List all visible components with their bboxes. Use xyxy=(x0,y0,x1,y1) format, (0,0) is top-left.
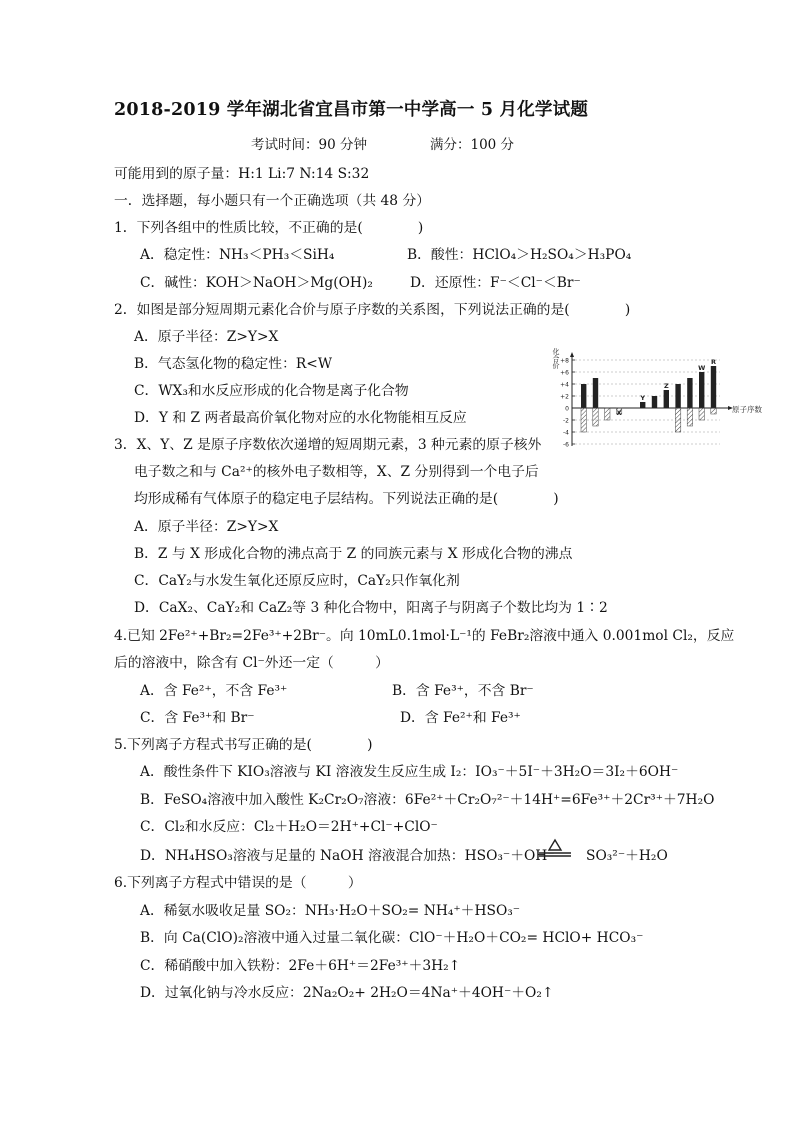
bar-positive xyxy=(711,366,716,408)
q6-option-d: D．过氧化钠与冷水反应：2Na₂O₂+ 2H₂O＝4Na⁺＋4OH⁻＋O₂↑ xyxy=(140,985,554,1001)
bar-negative xyxy=(699,408,704,420)
q3-stem-line2: 电子数之和与 Ca²⁺的核外电子数相等，X、Z 分别得到一个电子后 xyxy=(134,464,539,480)
q4-stem-line2: 后的溶液中，除含有 Cl⁻外还一定（ ） xyxy=(114,655,389,671)
q1-option-a: A．稳定性：NH₃＜PH₃＜SiH₄ xyxy=(140,247,335,263)
bar-negative xyxy=(675,408,680,432)
bar-label: Y xyxy=(640,394,646,402)
q4-option-b: B．含 Fe³⁺，不含 Br⁻ xyxy=(392,683,534,699)
page-title: 2018-2019 学年湖北省宜昌市第一中学高一 5 月化学试题 xyxy=(114,100,589,120)
q5-stem: 5.下列离子方程式书写正确的是( ) xyxy=(114,737,373,753)
q2-option-c: C．WX₃和水反应形成的化合物是离子化合物 xyxy=(134,383,409,399)
y-tick-label: +8 xyxy=(560,357,569,365)
q4-option-d: D．含 Fe²⁺和 Fe³⁺ xyxy=(400,710,521,726)
bar-label: W xyxy=(698,364,706,372)
q5-option-d-left: D．NH₄HSO₃溶液与足量的 NaOH 溶液混合加热：HSO₃⁻＋OH⁻ xyxy=(140,848,555,864)
q3-option-c: C．CaY₂与水发生氧化还原反应时，CaY₂只作氧化剂 xyxy=(134,573,460,589)
q6-option-b: B．向 Ca(ClO)₂溶液中通入过量二氧化碳：ClO⁻＋H₂O＋CO₂= HClO+ HCO₃⁻ xyxy=(140,930,644,946)
bar-positive xyxy=(664,390,669,408)
q1-option-c: C．碱性：KOH＞NaOH＞Mg(OH)₂ xyxy=(140,275,373,291)
y-tick-label: 0 xyxy=(565,405,569,413)
bar-label: X xyxy=(616,409,622,417)
q3-stem-line1: 3．X、Y、Z 是原子序数依次递增的短周期元素，3 种元素的原子核外 xyxy=(114,437,542,453)
section-heading: 一．选择题，每小题只有一个正确选项（共 48 分） xyxy=(114,193,431,209)
bar-positive xyxy=(640,402,645,408)
bar-positive xyxy=(652,396,657,408)
heating-arrow-icon xyxy=(537,838,573,858)
q5-option-a: A．酸性条件下 KIO₃溶液与 KI 溶液发生反应生成 I₂：IO₃⁻＋5I⁻＋3H₂O＝3I₂＋6OH⁻ xyxy=(140,764,679,780)
y-tick-label: +6 xyxy=(560,369,569,377)
q3-option-d: D．CaX₂、CaY₂和 CaZ₂等 3 种化合物中，阳离子与阴离子个数比均为 1∶2 xyxy=(134,600,608,616)
q2-option-d: D．Y 和 Z 两者最高价氧化物对应的水化物能相互反应 xyxy=(134,410,467,426)
q3-stem-line3: 均形成稀有气体原子的稳定电子层结构。下列说法正确的是( ) xyxy=(134,491,559,507)
q4-option-a: A．含 Fe²⁺，不含 Fe³⁺ xyxy=(140,683,288,699)
q3-option-b: B．Z 与 X 形成化合物的沸点高于 Z 的同族元素与 X 形成化合物的沸点 xyxy=(134,546,573,562)
bar-positive xyxy=(581,384,586,408)
x-axis-label: 原子序数 xyxy=(732,405,762,414)
q3-option-a: A．原子半径：Z>Y>X xyxy=(134,519,279,535)
q4-stem-line1: 4.已知 2Fe²⁺+Br₂=2Fe³⁺+2Br⁻。向 10mL0.1mol·L⁻¹的 FeBr₂溶液中通入 0.001mol Cl₂，反应 xyxy=(114,628,735,644)
q5-option-c: C．Cl₂和水反应：Cl₂＋H₂O＝2H⁺+Cl⁻+ClO⁻ xyxy=(140,819,438,835)
q2-option-b: B．气态氢化物的稳定性：R<W xyxy=(134,356,333,372)
q2-option-a: A．原子半径：Z>Y>X xyxy=(134,329,279,345)
q6-option-c: C．稀硝酸中加入铁粉：2Fe＋6H⁺＝2Fe³⁺＋3H₂↑ xyxy=(140,958,461,974)
q6-stem: 6.下列离子方程式中错误的是（ ） xyxy=(114,875,362,891)
q6-option-a: A．稀氨水吸收足量 SO₂：NH₃·H₂O＋SO₂= NH₄⁺＋HSO₃⁻ xyxy=(140,903,521,919)
bar-negative xyxy=(687,408,692,426)
y-tick-label: -6 xyxy=(563,441,569,449)
bar-positive xyxy=(687,378,692,408)
bar-label: R xyxy=(710,358,717,366)
q5-option-b: B．FeSO₄溶液中加入酸性 K₂Cr₂O₇溶液：6Fe²⁺＋Cr₂O₇²⁻＋14H⁺=6Fe³⁺＋2Cr³⁺＋7H₂O xyxy=(140,792,715,808)
q2-stem: 2．如图是部分短周期元素化合价与原子序数的关系图，下列说法正确的是( ) xyxy=(114,302,631,318)
bar-negative xyxy=(593,408,598,426)
y-axis-label: 化合价 xyxy=(552,348,560,369)
atomic-masses: 可能用到的原子量：H:1 Li:7 N:14 S:32 xyxy=(114,166,370,182)
exam-score: 满分：100 分 xyxy=(430,137,515,153)
valence-chart xyxy=(550,336,772,464)
q5-option-d-right: SO₃²⁻＋H₂O xyxy=(586,848,668,864)
q1-option-d: D．还原性：F⁻＜Cl⁻＜Br⁻ xyxy=(410,275,581,291)
q1-option-b: B．酸性：HClO₄＞H₂SO₄＞H₃PO₄ xyxy=(407,247,632,263)
bar-label: Z xyxy=(663,382,669,390)
exam-time: 考试时间：90 分钟 xyxy=(251,137,367,153)
q4-option-c: C．含 Fe³⁺和 Br⁻ xyxy=(140,710,255,726)
bar-positive xyxy=(675,384,680,408)
y-axis-arrow xyxy=(570,352,574,357)
y-tick-label: +4 xyxy=(560,381,569,389)
bar-negative xyxy=(605,408,610,420)
y-tick-label: -4 xyxy=(563,429,569,437)
bar-positive xyxy=(699,372,704,408)
y-tick-label: -2 xyxy=(563,417,569,425)
bar-negative xyxy=(711,408,716,414)
q1-stem: 1．下列各组中的性质比较，不正确的是( ) xyxy=(114,220,424,236)
bar-positive xyxy=(593,378,598,408)
y-tick-label: +2 xyxy=(560,393,569,401)
bar-negative xyxy=(581,408,586,432)
